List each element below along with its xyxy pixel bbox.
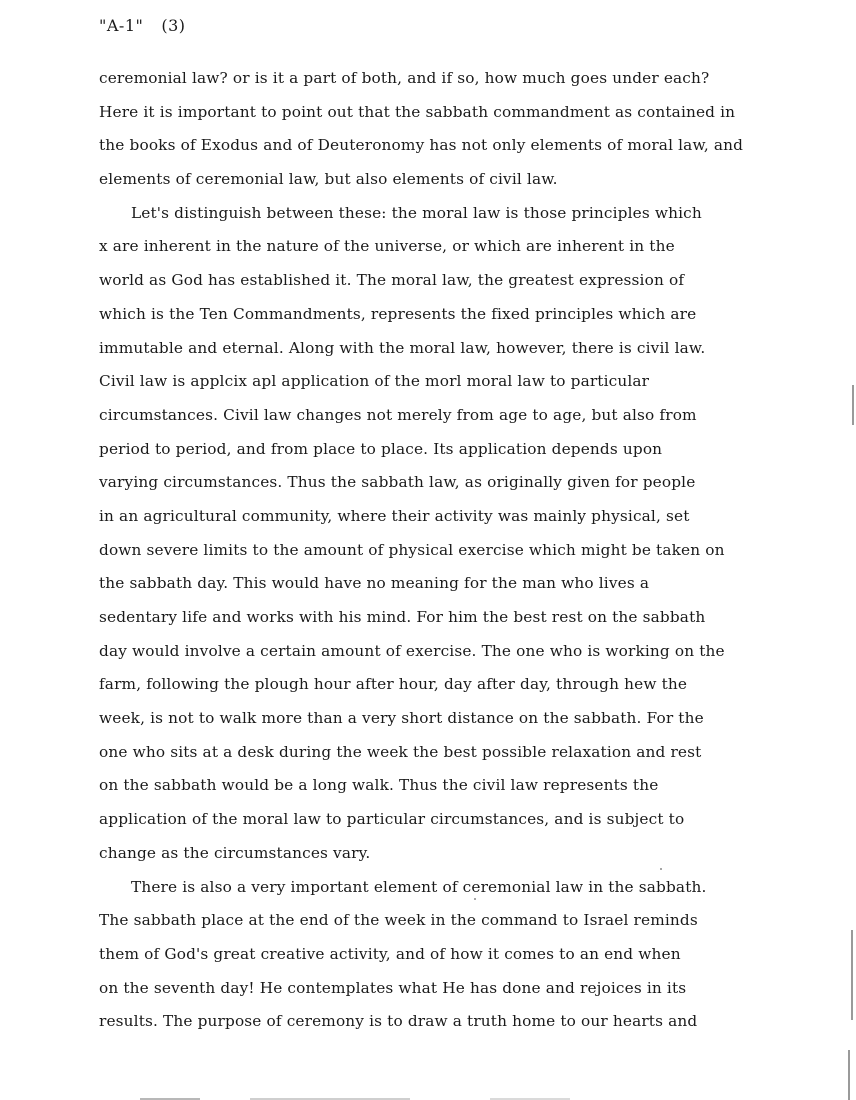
text-line: The sabbath place at the end of the week in the command to Israel reminds (99, 911, 698, 930)
text-line: day would involve a certain amount of exercise. The one who is working on the (99, 641, 725, 660)
text-line: elements of ceremonial law, but also elements of civil law. (99, 170, 558, 189)
text-line: on the sabbath would be a long walk. Thus the civil law represents the (99, 776, 659, 795)
scan-speck (660, 868, 662, 870)
scan-edge-mark (852, 385, 854, 425)
text-line: one who sits at a desk during the week the best possible relaxation and rest (99, 742, 702, 761)
text-line: Here it is important to point out that the sabbath commandment as contained in (99, 102, 736, 121)
text-line: Let's distinguish between these: the moral law is those principles which (131, 203, 702, 222)
text-line: period to period, and from place to place. Its application depends upon (99, 439, 663, 458)
text-line: There is also a very important element of ceremonial law in the sabbath. (131, 877, 707, 896)
body-text (99, 62, 779, 1039)
text-line: on the seventh day! He contemplates what He has done and rejoices in its (99, 978, 687, 997)
text-line: the sabbath day. This would have no meaning for the man who lives a (99, 574, 650, 593)
text-line: in an agricultural community, where their activity was mainly physical, set (99, 506, 690, 525)
text-line: application of the moral law to particular circumstances, and is subject to (99, 810, 685, 829)
text-line: x are inherent in the nature of the universe, or which are inherent in the (99, 237, 675, 256)
scan-edge-mark (848, 1050, 850, 1100)
text-line: the books of Exodus and of Deuteronomy has not only elements of moral law, and (99, 136, 744, 155)
scan-speck (474, 898, 476, 900)
text-line: immutable and eternal. Along with the moral law, however, there is civil law. (99, 338, 706, 357)
text-line: them of God's great creative activity, and of how it comes to an end when (99, 944, 681, 963)
document-label: "A-1" (99, 16, 144, 35)
text-line: varying circumstances. Thus the sabbath law, as originally given for people (99, 473, 696, 492)
text-line: sedentary life and works with his mind. For him the best rest on the sabbath (99, 608, 706, 626)
scan-edge-mark (851, 930, 853, 1020)
text-line: results. The purpose of ceremony is to draw a truth home to our hearts and (99, 1012, 698, 1031)
text-line: week, is not to walk more than a very short distance on the sabbath. For the (99, 709, 704, 728)
text-line: change as the circumstances vary. (99, 843, 371, 862)
text-line: ceremonial law? or is it a part of both, and if so, how much goes under each? (99, 69, 710, 87)
text-line: circumstances. Civil law changes not merely from age to age, but also from (99, 405, 697, 424)
text-line: Civil law is applcix apl application of the morl moral law to particular (99, 372, 650, 391)
text-line: world as God has established it. The moral law, the greatest expression of (99, 271, 685, 290)
page-number: (3) (161, 16, 186, 35)
text-line: which is the Ten Commandments, represents the fixed principles which are (99, 304, 697, 323)
text-line: farm, following the plough hour after hour, day after day, through hew the (99, 675, 688, 694)
text-line: down severe limits to the amount of physical exercise which might be taken on (99, 540, 725, 559)
page-header (99, 16, 186, 35)
